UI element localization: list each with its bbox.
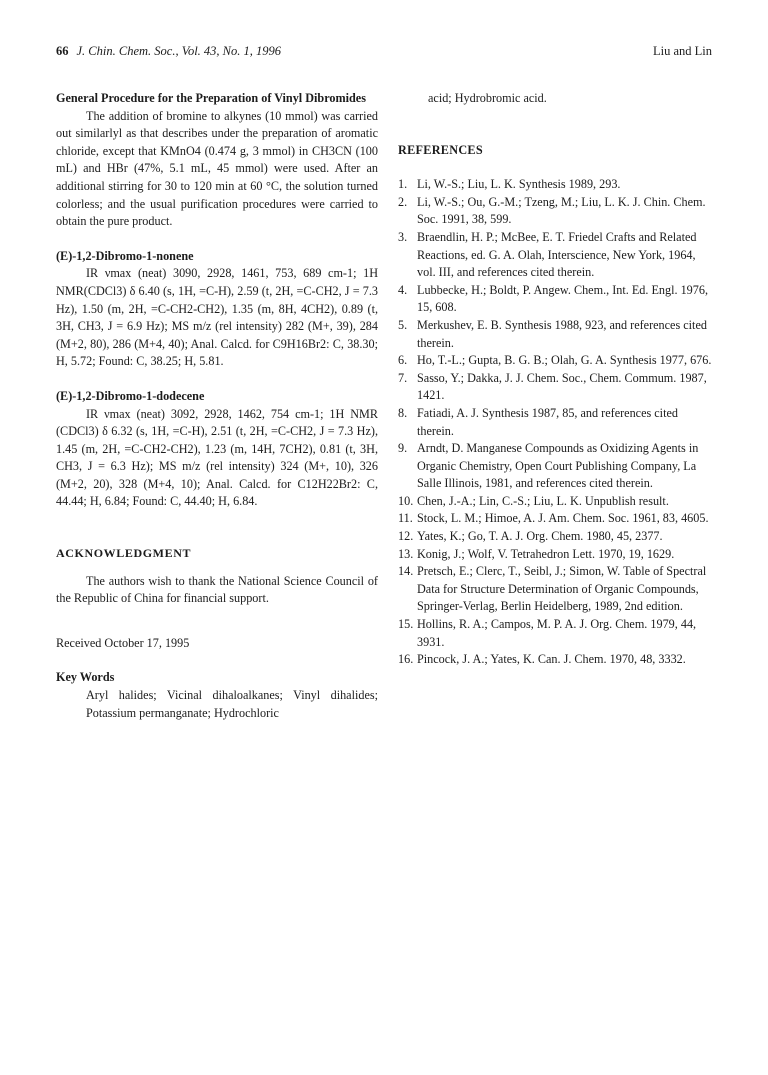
compound-data-dodecene: IR νmax (neat) 3092, 2928, 1462, 754 cm-1; 1H NMR (CDCl3) δ 6.32 (s, 1H, =C-H), 2.51 (t, 2H, =C-CH2, J = 7.3 Hz), 1.45 (m, 2H, =C-CH2-CH2), 1.23 (m, 14H, 7CH2), 0.81 (t, 3H, CH3, J = 6.3 Hz); MS m/z (rel intensity) 324 (M+, 10), 326 (M+2, 20), 328 (M+4, 10); Anal. Calcd. for C12H22Br2: C, 44.44; H, 6.84; Found: C, 44.40; H, 6.84. — [56, 406, 378, 509]
reference-item: 14. Pretsch, E.; Clerc, T., Seibl, J.; Simon, W. Table of Spectral Data for Structure Determination of Organic Compounds, Springer-Verlag, Berlin Heidelberg, 1989, 2nd edition. — [398, 564, 707, 614]
reference-list — [398, 176, 714, 669]
reference-item: 9. Arndt, D. Manganese Compounds as Oxidizing Agents in Organic Chemistry, Open Court Publishing Company, La Salle Illinois, 1981, and references cited therein. — [398, 441, 699, 491]
keywords-continuation: acid; Hydrobromic acid. — [428, 91, 547, 105]
compound-heading-nonene: (E)-1,2-Dibromo-1-nonene — [56, 248, 194, 263]
reference-item: 15. Hollins, R. A.; Campos, M. P. A. J. Org. Chem. 1979, 44, 3931. — [398, 617, 697, 649]
reference-item: 3. Braendlin, H. P.; McBee, E. T. Friedel Crafts and Related Reactions, ed. G. A. Olah, Interscience, New York, 1964, vol. III, and references cited therein. — [398, 229, 697, 280]
references-heading: REFERENCES — [398, 142, 483, 157]
reference-item: 7. Sasso, Y.; Dakka, J. J. Chem. Soc., Chem. Commum. 1987, 1421. — [398, 370, 707, 403]
reference-item: 11. Stock, L. M.; Himoe, A. J. Am. Chem. Soc. 1961, 83, 4605. — [398, 511, 709, 526]
reference-item: 12. Yates, K.; Go, T. A. J. Org. Chem. 1980, 45, 2377. — [398, 529, 663, 544]
compound-data-nonene: IR νmax (neat) 3090, 2928, 1461, 753, 689 cm-1; 1H NMR(CDCl3) δ 6.40 (s, 1H, =C-H), 2.59 (t, 2H, =C-CH2, J = 7.3 Hz), 1.50 (m, 2H, =C-CH2-CH2), 1.35 (m, 8H, 4CH2), 0.89 (t, 3H, CH3, J = 6.9 Hz); MS m/z (rel intensity) 282 (M+, 39), 284 (M+2, 80), 286 (M+4, 40); Anal. Calcd. for C9H16Br2: C, 38.30; H, 5.72; Found: C, 38.25; H, 5.81. — [56, 266, 378, 369]
reference-item: 10. Chen, J.-A.; Lin, C.-S.; Liu, L. K. Unpublish result. — [398, 493, 669, 508]
left-column — [56, 90, 378, 722]
header-authors: Liu and Lin — [652, 44, 712, 58]
reference-item: 1. Li, W.-S.; Liu, L. K. Synthesis 1989, 293. — [398, 177, 621, 192]
header-left — [56, 44, 281, 59]
received-date: Received October 17, 1995 — [56, 635, 190, 650]
keywords-text: Aryl halides; Vicinal dihaloalkanes; Vinyl dihalides; Potassium permanganate; Hydrochloric — [86, 688, 378, 720]
page-number: 66 — [56, 44, 69, 58]
right-column — [398, 90, 714, 669]
reference-item: 16. Pincock, J. A.; Yates, K. Can. J. Chem. 1970, 48, 3332. — [398, 652, 686, 667]
running-header — [56, 44, 712, 62]
acknowledgment-heading: ACKNOWLEDGMENT — [56, 546, 192, 561]
reference-item: 6. Ho, T.-L.; Gupta, B. G. B.; Olah, G. A. Synthesis 1977, 676. — [398, 353, 712, 368]
keywords-heading: Key Words — [56, 670, 115, 685]
reference-item: 13. Konig, J.; Wolf, V. Tetrahedron Lett. 1970, 19, 1629. — [398, 546, 675, 561]
reference-item: 8. Fatiadi, A. J. Synthesis 1987, 85, and references cited therein. — [398, 405, 678, 438]
reference-item: 4. Lubbecke, H.; Boldt, P. Angew. Chem., Int. Ed. Engl. 1976, 15, 608. — [398, 282, 709, 315]
reference-item: 2. Li, W.-S.; Ou, G.-M.; Tzeng, M.; Liu, L. K. J. Chin. Chem. Soc. 1991, 38, 599. — [398, 194, 706, 227]
acknowledgment-text: The authors wish to thank the National Science Council of the Republic of China for financial support. — [56, 573, 378, 606]
section-heading-general-procedure: General Procedure for the Preparation of Vinyl Dibromides — [56, 91, 366, 105]
general-procedure-text: The addition of bromine to alkynes (10 mmol) was carried out similarlyl as that describes under the preparation of aromatic chloride, except that KMnO4 (0.474 g, 3 mmol) in CH3CN (100 mL) and HBr (47%, 5.1 mL, 45 mmol) were used. After an additional stirring for 30 to 120 min at 60 °C, the solution turned colorless; and the usual purification procedures were carried to obtain the pure product. — [56, 108, 378, 229]
journal-citation: J. Chin. Chem. Soc., Vol. 43, No. 1, 1996 — [76, 44, 282, 58]
compound-heading-dodecene: (E)-1,2-Dibromo-1-dodecene — [56, 388, 205, 403]
reference-item: 5. Merkushev, E. B. Synthesis 1988, 923, and references cited therein. — [398, 317, 707, 350]
